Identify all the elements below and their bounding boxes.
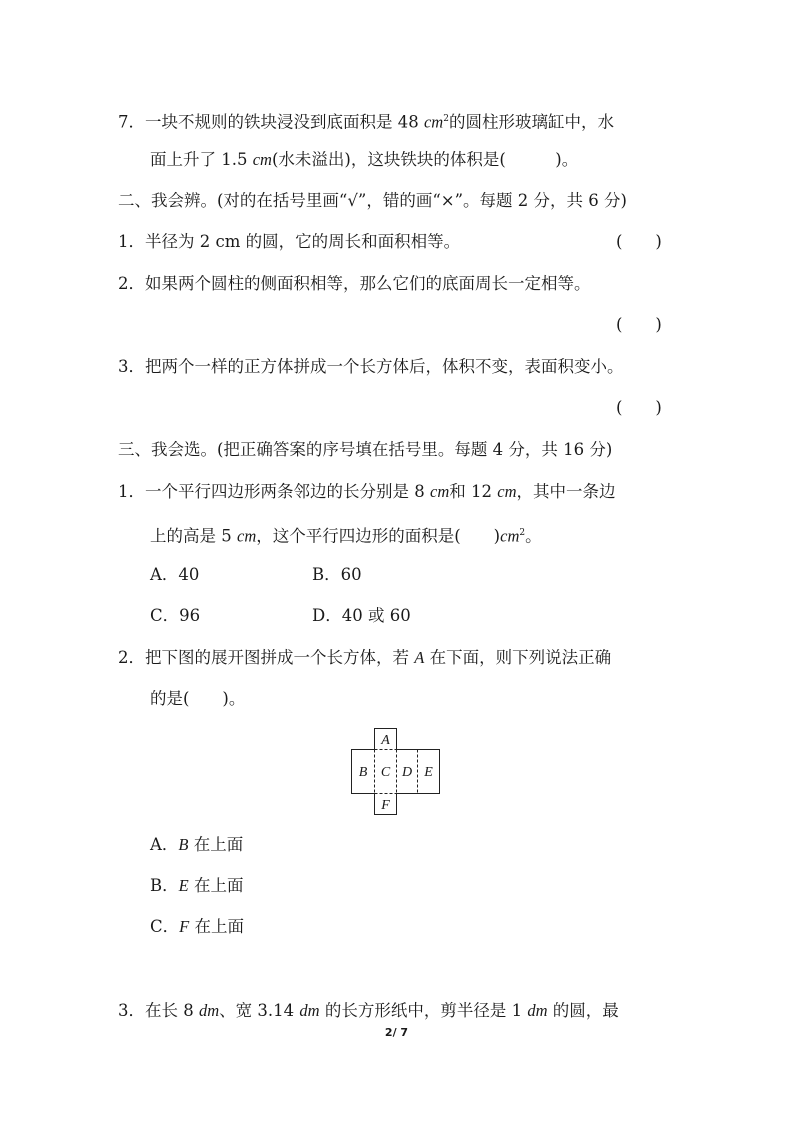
face-label-b: B [358,765,368,780]
superscript: 2 [519,528,526,538]
unit-dm: dm [527,1001,548,1020]
s3-q1-line2 [150,523,542,547]
face-label-c: C [380,765,391,780]
option-variable: B [178,835,189,854]
unit-cm: cm [497,482,517,501]
s2-item-3-answer-paren[interactable]: ( ) [616,398,662,417]
s3-q3-text-d: 的圆，最 [547,1001,619,1020]
s2-item-3: 3．把两个一样的正方体拼成一个长方体后，体积不变，表面积变小。 [118,357,624,376]
variable-a: A [414,648,425,667]
q7-text-a: 7．一块不规则的铁块浸没到底面积是 48 [118,112,424,132]
s3-q3-text-b: 、宽 3.14 [219,1001,300,1020]
unit-cm: cm [430,482,450,501]
option-text: 在上面 [188,876,244,895]
face-label-f: F [381,798,390,813]
s3-q1-option-d[interactable]: D．40 或 60 [312,606,411,625]
unit-dm: dm [199,1001,220,1020]
unit-dm: dm [299,1001,320,1020]
q7-line1 [118,109,614,133]
section3-heading: 三、我会选。(把正确答案的序号填在括号里。每题 4 分，共 16 分) [118,440,613,459]
option-prefix: C． [150,917,180,936]
s3-q1-text-a: 1．一个平行四边形两条邻边的长分别是 8 [118,482,430,501]
s3-q3-text-a: 3．在长 8 [118,1001,199,1020]
q7-text-d: (水未溢出)，这块铁块的体积是( )。 [271,150,579,169]
q7-text-c: 面上升了 1.5 [150,150,253,169]
option-text: 在上面 [189,917,244,936]
page-number: 2/ 7 [384,1026,409,1039]
face-label-a: A [381,733,390,748]
s3-q1-text-c: ，其中一条边 [516,482,616,501]
s2-item-1: 1．半径为 2 cm 的圆，它的周长和面积相等。 [118,232,461,251]
s2-item-2: 2．如果两个圆柱的侧面积相等，那么它们的底面周长一定相等。 [118,274,591,293]
s3-q2-option-c[interactable] [150,917,244,937]
option-variable: F [179,917,190,936]
s3-q1-option-b[interactable]: B．60 [312,565,362,584]
s3-q2-text-b: 在下面，则下列说法正确 [424,648,612,667]
s2-item-1-answer-paren[interactable]: ( ) [616,232,662,251]
cuboid-net-diagram [350,728,442,820]
s3-q2-text-a: 2．把下图的展开图拼成一个长方体，若 [118,648,415,667]
s3-q1-text-b: 和 12 [449,482,498,501]
option-text: 在上面 [188,835,244,854]
s3-q1-text-e: ，这个平行四边形的面积是( ) [256,526,501,546]
unit-cm: cm [237,526,257,546]
s3-q1-option-c[interactable]: C．96 [150,606,201,625]
s3-q2-option-a[interactable] [150,835,243,855]
section2-heading: 二、我会辨。(对的在括号里画“√”，错的画“×”。每题 2 分，共 6 分) [118,191,627,210]
s3-q2-line2: 的是( )。 [150,689,246,708]
option-variable: E [178,876,189,895]
option-prefix: A． [150,835,179,854]
s3-q2-line1 [118,648,611,668]
s3-q3-line1 [118,1001,619,1021]
q7-text-b: 的圆柱形玻璃缸中，水 [448,112,614,132]
unit-cm: cm [252,150,272,169]
superscript: 2 [443,114,449,124]
s3-q1-text-d: 上的高是 5 [150,526,237,546]
s3-q1-option-a[interactable]: A．40 [150,565,200,584]
s3-q1-line1 [118,482,616,502]
s2-item-2-answer-paren[interactable]: ( ) [616,315,662,334]
s3-q2-option-b[interactable] [150,876,243,896]
q7-line2 [150,150,578,170]
s3-q3-text-c: 的长方形纸中，剪半径是 1 [319,1001,528,1020]
s3-q1-text-f: 。 [525,526,542,546]
face-label-e: E [424,765,433,780]
unit-cm: cm [500,526,520,546]
option-prefix: B． [150,876,179,895]
face-label-d: D [401,765,413,780]
unit-cm: cm [423,112,444,132]
